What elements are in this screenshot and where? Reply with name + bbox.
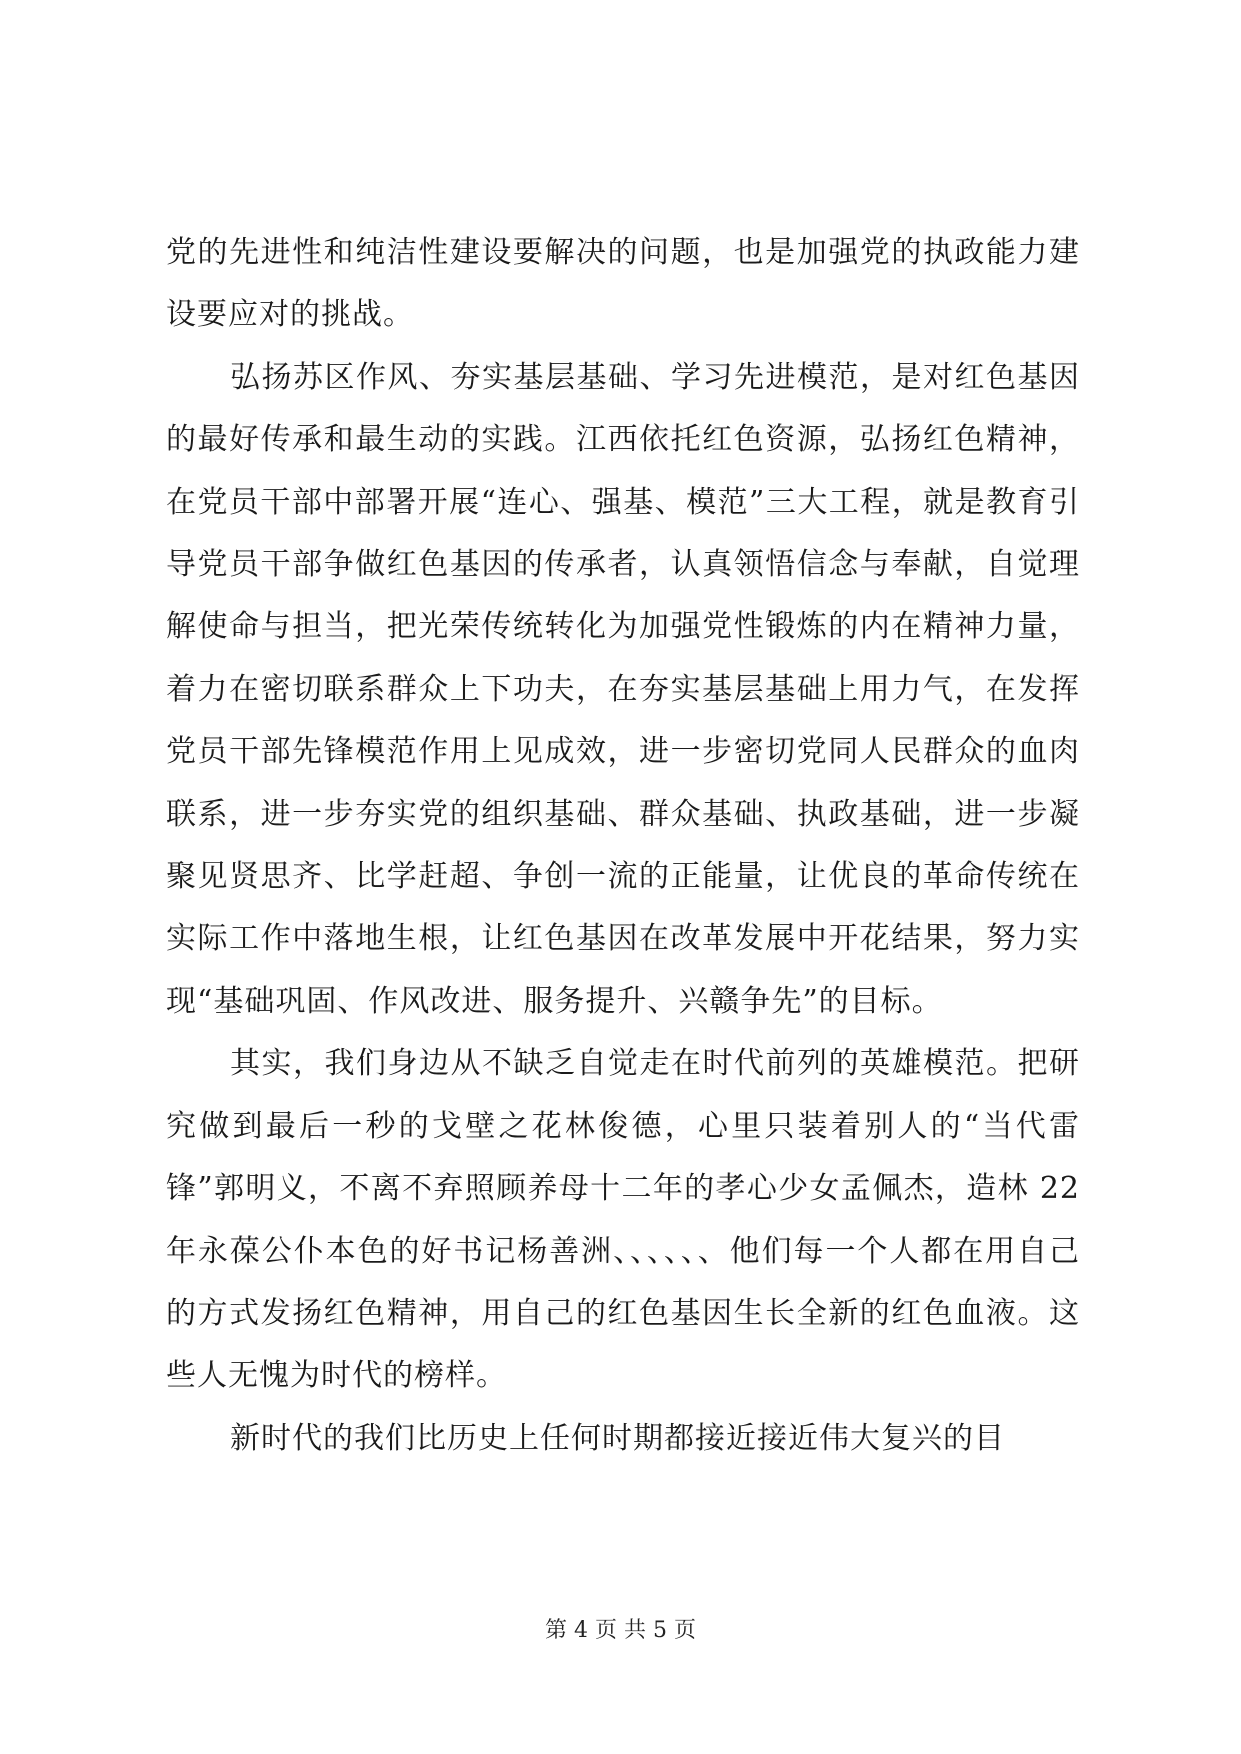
paragraph-1: 党的先进性和纯洁性建设要解决的问题，也是加强党的执政能力建设要应对的挑战。	[166, 235, 1080, 333]
page-number-footer: 第 4 页 共 5 页	[545, 1618, 696, 1643]
paragraph-3: 其实，我们身边从不缺乏自觉走在时代前列的英雄模范。把研究做到最后一秒的戈壁之花林俊德，心里只装着别人的“当代雷锋”郭明义，不离不弃照顾养母十二年的孝心少女孟佩杰，造林 22 年永葆公仆本色的好书记杨善洲、、、、、、他们每一个人都在用自己的方式发扬红色精神，用自己的红色基因生长全新的红色血液。这些人无愧为时代的榜样。	[166, 1046, 1080, 1394]
document-body	[166, 222, 1080, 1470]
paragraph-4: 新时代的我们比历史上任何时期都接近接近伟大复兴的目	[230, 1420, 1005, 1456]
paragraph-2: 弘扬苏区作风、夯实基层基础、学习先进模范，是对红色基因的最好传承和最生动的实践。江西依托红色资源，弘扬红色精神，在党员干部中部署开展“连心、强基、模范”三大工程，就是教育引导党员干部争做红色基因的传承者，认真领悟信念与奉献，自觉理解使命与担当，把光荣传统转化为加强党性锻炼的内在精神力量，着力在密切联系群众上下功夫，在夯实基层基础上用力气，在发挥党员干部先锋模范作用上见成效，进一步密切党同人民群众的血肉联系，进一步夯实党的组织基础、群众基础、执政基础，进一步凝聚见贤思齐、比学赶超、争创一流的正能量，让优良的革命传统在实际工作中落地生根，让红色基因在改革发展中开花结果，努力实现“基础巩固、作风改进、服务提升、兴赣争先”的目标。	[166, 359, 1080, 1019]
